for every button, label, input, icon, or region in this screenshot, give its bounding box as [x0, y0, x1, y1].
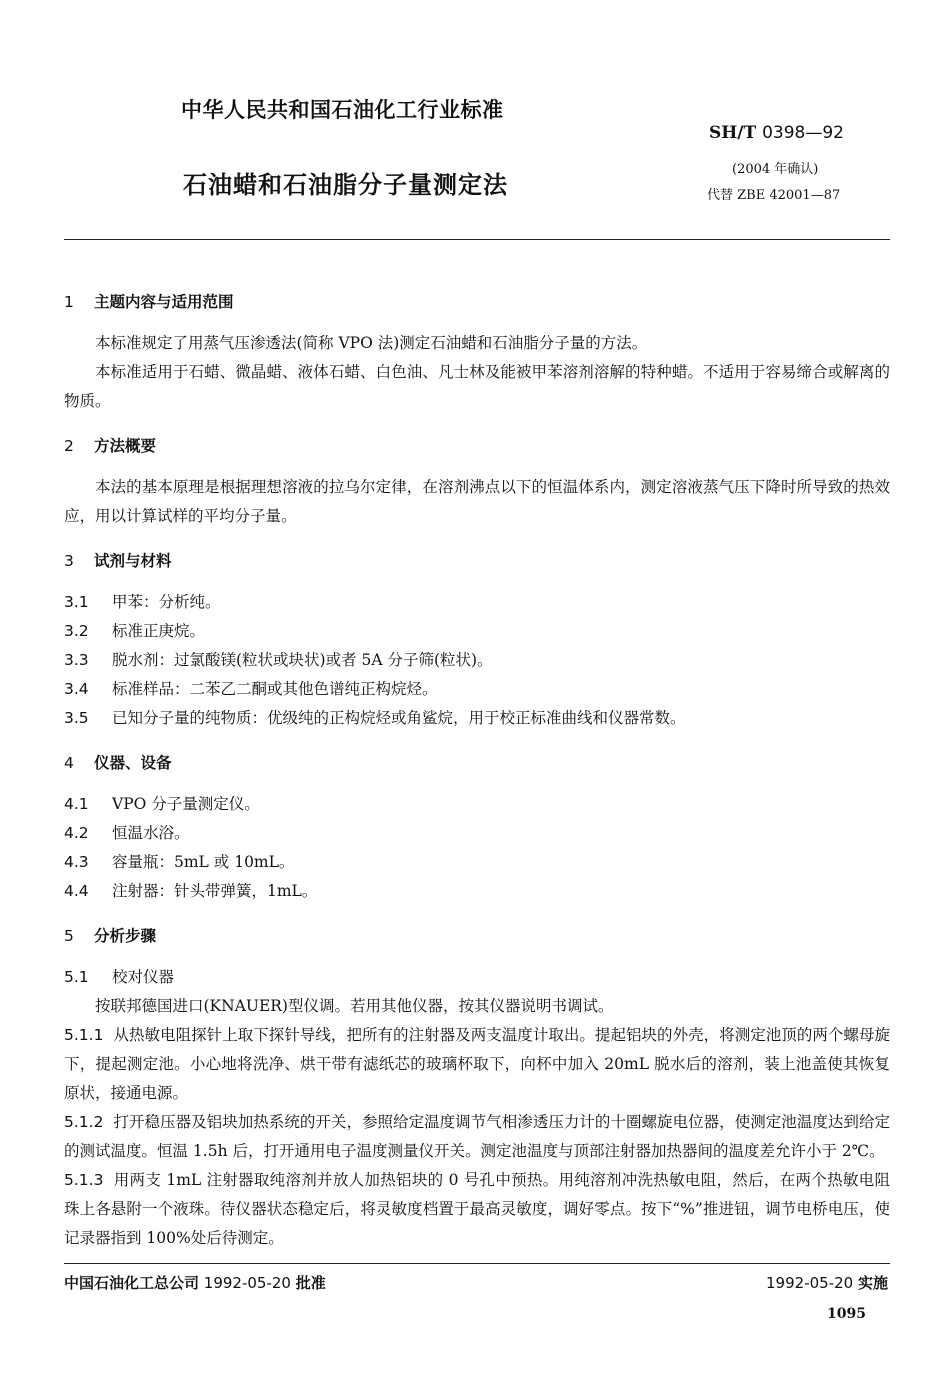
item-text: 注射器：针头带弹簧，1mL。 [112, 882, 318, 900]
item-number: 3.2 [64, 622, 89, 640]
item-text: 已知分子量的纯物质：优级纯的正构烷烃或角鲨烷，用于校正标准曲线和仪器常数。 [112, 709, 686, 727]
paragraph: 本标准适用于石蜡、微晶蜡、液体石蜡、白色油、凡士林及能被甲苯溶剂溶解的特种蜡。不适用于容易缔合或解离的物质。 [64, 363, 890, 410]
section-title: 试剂与材料 [94, 552, 172, 570]
paragraph: 本法的基本原理是根据理想溶液的拉乌尔定律，在溶剂沸点以下的恒温体系内，测定溶液蒸气压下降时所导致的热效应，用以计算试样的平均分子量。 [64, 478, 890, 525]
section-number: 3 [64, 552, 74, 570]
code-prefix: SH/T [708, 123, 757, 143]
standard-code [709, 123, 844, 143]
clause-text: 打开稳压器及铝块加热系统的开关，参照给定温度调节气相渗透压力计的十圈螺旋电位器，使测定池温度达到给定的测试温度。恒温 1.5h 后，打开通用电子温度测量仪开关。测定池温度与顶部注射器加热器间的温度差允许小于 2℃。 [64, 1113, 890, 1160]
item-number: 4.4 [64, 882, 89, 900]
clause-text: 用两支 1mL 注射器取纯溶剂并放人加热铝块的 0 号孔中预热。用纯溶剂冲洗热敏电阻，然后，在两个热敏电阻珠上各悬附一个液珠。待仪器状态稳定后，将灵敏度档置于最高灵敏度，调好零点。按下“%”推进钮，调节电桥电压，使记录器指到 100%处后待测定。 [64, 1171, 890, 1247]
section-heading-2 [64, 432, 890, 461]
section-heading-3 [64, 547, 890, 576]
page-number: 1095 [827, 1306, 866, 1322]
item-text: 甲苯：分析纯。 [112, 593, 221, 611]
approval-label: 批准 [295, 1274, 326, 1292]
document-body [64, 282, 890, 1253]
list-item [64, 646, 890, 675]
section-title: 主题内容与适用范围 [94, 293, 234, 311]
item-text: 标准样品：二苯乙二酮或其他色谱纯正构烷烃。 [112, 680, 438, 698]
item-text: 脱水剂：过氯酸镁(粒状或块状)或者 5A 分子筛(粒状)。 [112, 651, 493, 669]
implementation-date: 1992-05-20 [766, 1274, 854, 1292]
list-item [64, 819, 890, 848]
item-number: 3.1 [64, 593, 89, 611]
section-title: 分析步骤 [94, 927, 157, 945]
item-number: 4.1 [64, 795, 89, 813]
item-text: 标准正庚烷。 [112, 622, 206, 640]
paragraph: 本标准规定了用蒸气压渗透法(简称 VPO 法)测定石油蜡和石油脂分子量的方法。 [95, 334, 648, 352]
issuing-org: 中国石油化工总公司 [64, 1274, 200, 1292]
replace-note: 代替 ZBE 42001—87 [707, 188, 841, 203]
list-item [64, 617, 890, 646]
section-title: 仪器、设备 [94, 754, 172, 772]
list-item [64, 877, 890, 906]
confirm-note: (2004 年确认) [732, 162, 819, 177]
header-divider [64, 239, 890, 240]
clause [64, 1021, 890, 1108]
document-title: 石油蜡和石油脂分子量测定法 [183, 171, 508, 199]
list-item [64, 588, 890, 617]
clause [64, 1166, 890, 1253]
item-text: VPO 分子量测定仪。 [112, 795, 260, 813]
list-item [64, 704, 890, 733]
section-heading-5 [64, 922, 890, 951]
list-item [64, 848, 890, 877]
section-number: 2 [64, 437, 74, 455]
paragraph: 按联邦德国进口(KNAUER)型仪调。若用其他仪器，按其仪器说明书调试。 [95, 997, 614, 1015]
item-number: 3.5 [64, 709, 89, 727]
clause-number: 5.1.3 [64, 1171, 104, 1189]
item-number: 4.2 [64, 824, 89, 842]
section-number: 4 [64, 754, 74, 772]
list-item [64, 790, 890, 819]
section-heading-4 [64, 749, 890, 778]
item-number: 4.3 [64, 853, 89, 871]
clause [64, 1108, 890, 1166]
clause-number: 5.1.2 [64, 1113, 104, 1131]
approval-line [64, 1272, 326, 1293]
clause-text: 从热敏电阻探针上取下探针导线，把所有的注射器及两支温度计取出。提起铝块的外壳，将测定池顶的两个螺母旋下，提起测定池。小心地将洗净、烘干带有滤纸芯的玻璃杯取下，向杯中加入 20mL 脱水后的溶剂，装上池盖使其恢复原状，接通电源。 [64, 1026, 890, 1102]
section-number: 1 [64, 293, 74, 311]
section-title: 方法概要 [94, 437, 157, 455]
footer-divider [64, 1263, 890, 1264]
list-item [64, 675, 890, 704]
implementation-label: 实施 [857, 1274, 888, 1292]
subsection-heading [64, 963, 890, 992]
item-text: 恒温水浴。 [112, 824, 190, 842]
approval-date: 1992-05-20 [203, 1274, 291, 1292]
item-number: 5.1 [64, 968, 89, 986]
implementation-line [766, 1272, 888, 1293]
standard-org-heading: 中华人民共和国石油化工行业标准 [181, 98, 504, 122]
section-number: 5 [64, 927, 74, 945]
item-number: 3.3 [64, 651, 89, 669]
item-text: 容量瓶：5mL 或 10mL。 [112, 853, 295, 871]
clause-number: 5.1.1 [64, 1026, 104, 1044]
code-number: 0398—92 [762, 123, 844, 143]
section-heading-1 [64, 288, 890, 317]
item-text: 校对仪器 [112, 968, 175, 986]
item-number: 3.4 [64, 680, 89, 698]
